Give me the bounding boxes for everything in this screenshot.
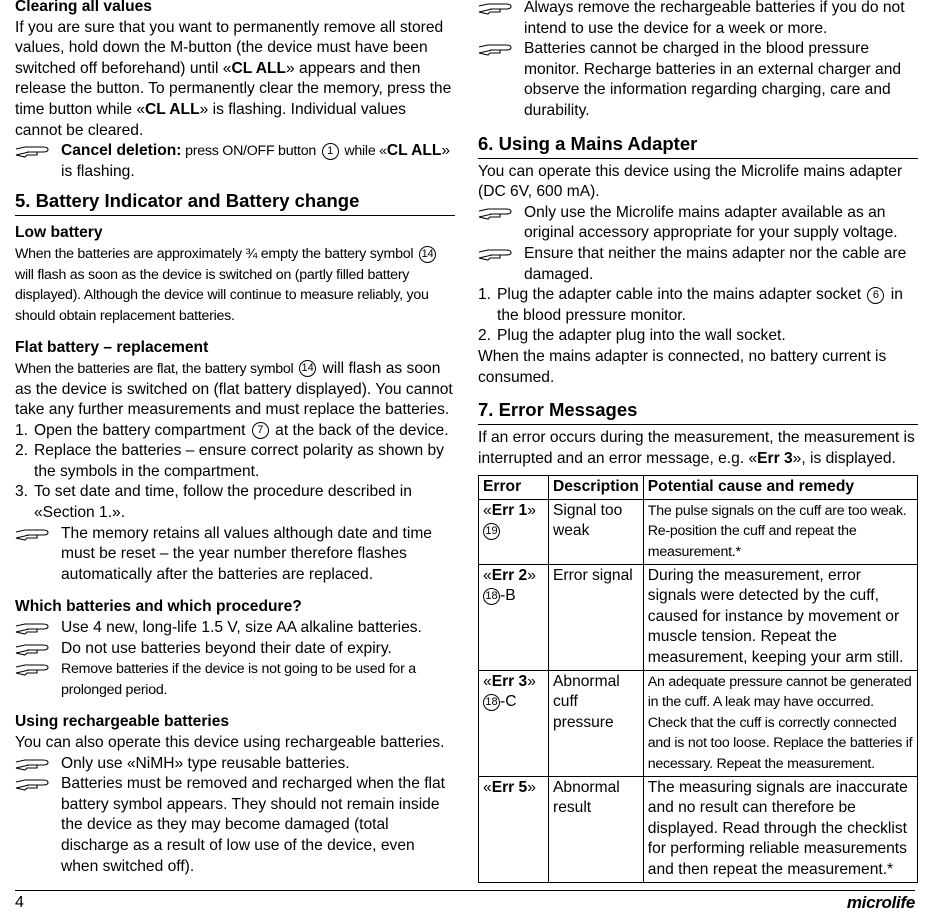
table-row: «Err 2» 18 -B Error signal During the measurement, error signals were detected by the cuff, caused for instance by movement or muscle tension. Repeat the measurement, keeping your arm still.	[479, 564, 918, 670]
table-row: «Err 5» Abnormal result The measuring signals are inaccurate and no result can therefore be displayed. Read through the checklist for performing reliable measurements and then repeat the measurement.*	[479, 776, 918, 882]
step-1: 1. Open the battery compartment 7 at the back of the device.	[15, 421, 449, 439]
pointing-hand-icon	[15, 777, 51, 791]
error-intro: If an error occurs during the measurement, the measurement is interrupted and an error message, e.g. «Err 3», is displayed.	[478, 429, 915, 467]
mains-step-2: 2. Plug the adapter plug into the wall socket.	[478, 327, 786, 345]
pointing-hand-icon	[15, 144, 51, 158]
footer-rule	[15, 890, 915, 891]
which-batteries-title: Which batteries and which procedure?	[15, 598, 302, 616]
pointing-hand-icon	[15, 757, 51, 771]
pointing-hand-icon	[478, 1, 514, 15]
left-column	[15, 0, 455, 877]
flat-battery-text: When the batteries are flat, the battery symbol 14 will flash as soon as the device is switched on (flat battery displayed). You cannot take any further measurements and must replace the batteries.	[15, 359, 453, 419]
section-5-heading: 5. Battery Indicator and Battery change	[15, 189, 455, 216]
memory-note: The memory retains all values although date and time must be reset – the year number therefore flashes automatically after the batteries are replaced.	[15, 524, 455, 586]
mains-step-1: 1. Plug the adapter cable into the mains adapter socket 6 in the blood pressure monitor.	[478, 286, 903, 324]
low-battery-title: Low battery	[15, 224, 103, 242]
mains-item-2: Ensure that neither the mains adapter nor the cable are damaged.	[478, 244, 918, 285]
section-7-heading: 7. Error Messages	[478, 398, 918, 425]
pointing-hand-icon	[478, 247, 514, 261]
recharge-item-4: Batteries cannot be charged in the blood pressure monitor. Recharge batteries in an external charger and observe the information regarding charging, care and durability.	[478, 39, 918, 121]
table-header-row	[479, 476, 918, 500]
pointing-hand-icon	[478, 206, 514, 220]
step-2: 2. Replace the batteries – ensure correct polarity as shown by the symbols in the compartment.	[15, 442, 444, 480]
section-6-heading: 6. Using a Mains Adapter	[478, 132, 918, 159]
page-number: 4	[15, 894, 24, 911]
rechargeable-intro: You can also operate this device using rechargeable batteries.	[15, 734, 445, 751]
clear-paragraph: If you are sure that you want to permanently remove all stored values, hold down the M-button (the device must have been switched off beforehand) until «CL ALL» appears and then release the button. To permanently clear the memory, press the time button while «CL ALL» is flashing. Individual values cannot be cleared.	[15, 18, 452, 139]
right-column	[478, 0, 918, 883]
col-header-description: Description	[549, 476, 644, 500]
table-row: «Err 1» 19 Signal too weak The pulse signals on the cuff are too weak. Re-position the cuff and repeat the measurement.*	[479, 499, 918, 564]
flat-battery-title: Flat battery – replacement	[15, 339, 209, 357]
mains-intro: You can operate this device using the Microlife mains adapter (DC 6V, 600 mA).	[478, 162, 903, 201]
which-item-1: Use 4 new, long-life 1.5 V, size AA alkaline batteries.	[15, 618, 455, 639]
mains-outro: When the mains adapter is connected, no battery current is consumed.	[478, 347, 887, 386]
error-table	[478, 475, 918, 882]
recharge-item-1: Only use «NiMH» type reusable batteries.	[15, 754, 455, 775]
pointing-hand-icon	[15, 662, 51, 676]
recharge-item-3: Always remove the rechargeable batteries if you do not intend to use the device for a week or more.	[478, 0, 918, 39]
clear-title: Clearing all values	[15, 0, 152, 15]
pointing-hand-icon	[478, 42, 514, 56]
ref-number: 1	[322, 143, 339, 160]
rechargeable-title: Using rechargeable batteries	[15, 713, 230, 731]
pointing-hand-icon	[15, 621, 51, 635]
pointing-hand-icon	[15, 642, 51, 656]
recharge-item-2: Batteries must be removed and recharged when the flat battery symbol appears. They should not remain inside the device as they may become damaged (total discharge as a result of low use of the device, even when switched off).	[15, 774, 455, 877]
mains-item-1: Only use the Microlife mains adapter available as an original accessory appropriate for your supply voltage.	[478, 203, 918, 244]
col-header-error: Error	[479, 476, 549, 500]
brand-logo: microlife	[846, 893, 915, 912]
col-header-remedy: Potential cause and remedy	[643, 476, 917, 500]
pointing-hand-icon	[15, 527, 51, 541]
which-item-2: Do not use batteries beyond their date of expiry.	[15, 639, 455, 660]
step-3: 3. To set date and time, follow the procedure described in «Section 1.».	[15, 483, 412, 522]
table-row: «Err 3» 18 -C Abnormal cuff pressure An adequate pressure cannot be generated in the cuff. A leak may have occurred. Check that the cuff is correctly connected and is not too loose. Replace the batteries if necessary. Repeat the measurement.	[479, 670, 918, 776]
which-item-3: Remove batteries if the device is not going to be used for a prolonged period.	[15, 659, 455, 700]
cancel-note: Cancel deletion: press ON/OFF button 1 while «CL ALL» is flashing.	[15, 141, 455, 182]
low-battery-text: When the batteries are approximately ¾ empty the battery symbol 14 will flash as soon as the device is switched on (partly filled battery displayed). Although the device will continue to measure reliably, you should obtain replacement batteries.	[15, 244, 455, 326]
